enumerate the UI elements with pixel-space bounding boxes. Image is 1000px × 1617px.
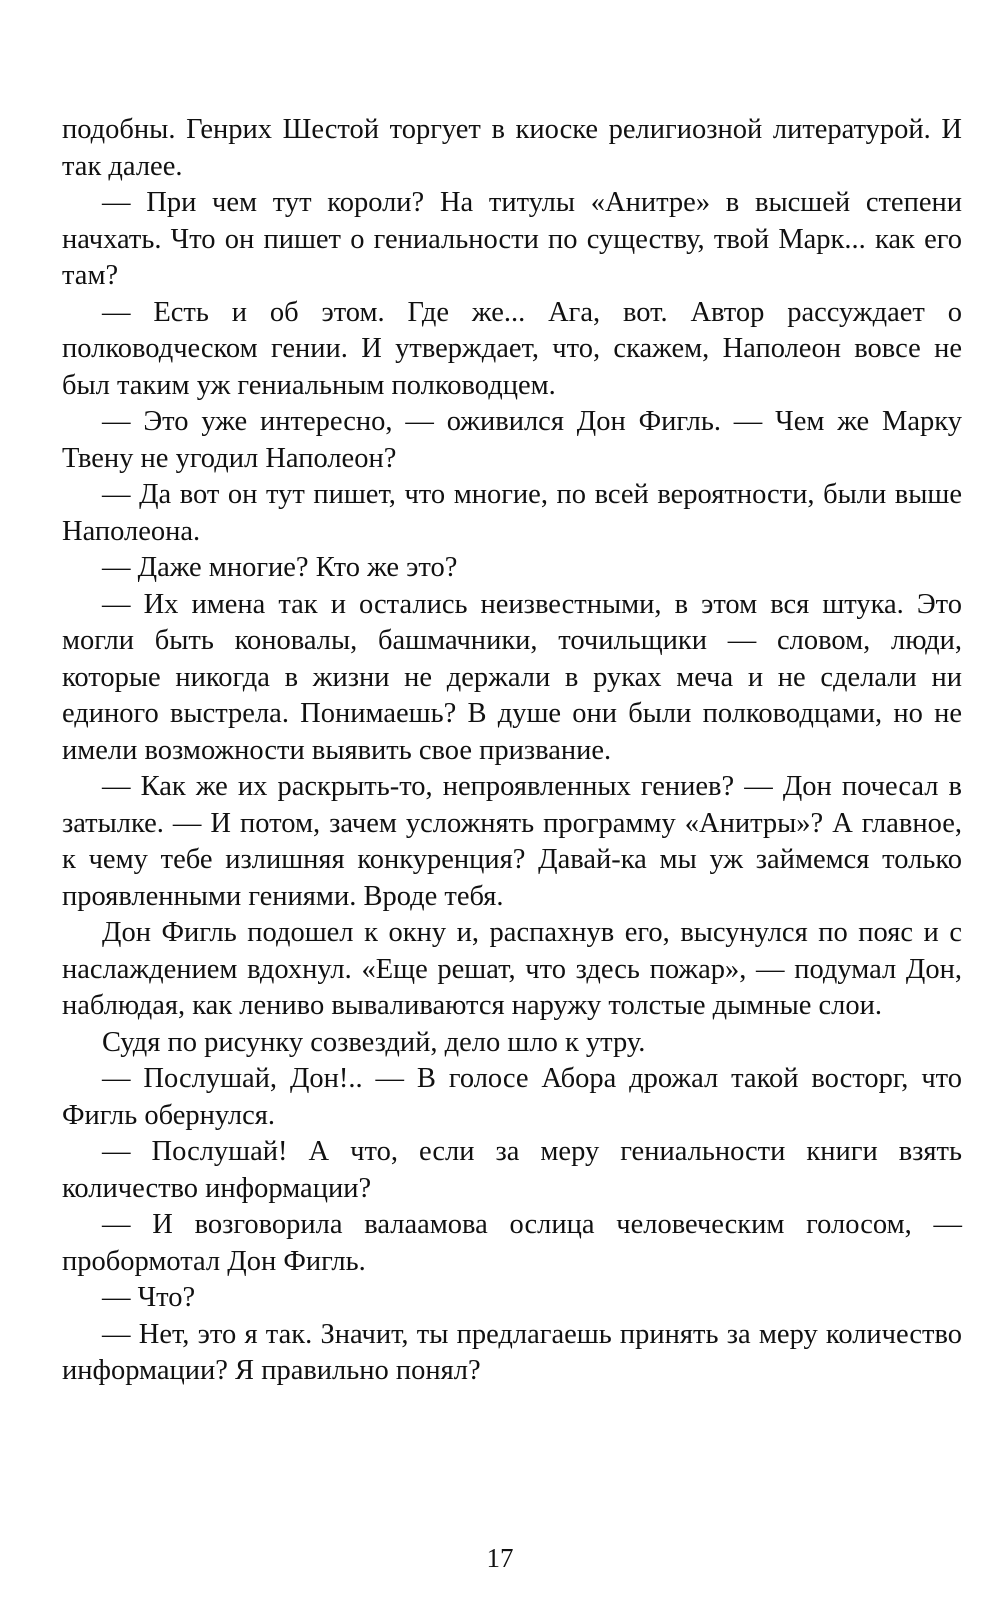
paragraph-narrative: Судя по рисунку созвездий, дело шло к утру. [102,1026,646,1058]
paragraph-dialogue: — Послушай, Дон!.. — В голосе Абора дрожал такой восторг, что Фигль обернулся. [62,1063,962,1131]
page-number: 17 [486,1543,514,1573]
paragraph-dialogue: — Послушай! А что, если за меру гениальности книги взять количество информации? [62,1136,962,1204]
page-text [62,112,962,1390]
paragraph-dialogue: — Даже многие? Кто же это? [102,552,458,583]
paragraph-dialogue: — При чем тут короли? На титулы «Анитре» в высшей степени начхать. Что он пишет о гениальности по существу, твой Марк... как его там? [62,187,962,291]
paragraph-narrative: Дон Фигль подошел к окну и, распахнув его, высунулся по пояс и с наслаждением вдохнул. «Еще решат, что здесь пожар», — подумал Дон, наблюдая, как лениво вываливаются наружу толстые дымные слои. [62,917,962,1021]
paragraph-dialogue: — Как же их раскрыть-то, непроявленных гениев? — Дон почесал в затылке. — И потом, зачем усложнять программу «Анитры»? А главное, к чему тебе излишняя конкуренция? Давай-ка мы уж займемся только проявленными гениями. Вроде тебя. [62,771,962,912]
paragraph-dialogue: — Да вот он тут пишет, что многие, по всей вероятности, были выше Наполеона. [62,479,962,547]
paragraph-dialogue: — Их имена так и остались неизвестными, в этом вся штука. Это могли быть коновалы, башмачники, точильщики — словом, люди, которые никогда в жизни не держали в руках меча и не сделали ни единого выстрела. Понимаешь? В душе они были полководцами, но не имели возможности выявить свое призвание. [62,588,962,766]
paragraph-dialogue: — Нет, это я так. Значит, ты предлагаешь принять за меру количество информации? Я правильно понял? [62,1318,962,1386]
paragraph-dialogue: — Есть и об этом. Где же... Ага, вот. Автор рассуждает о полководческом гении. И утверждает, что, скажем, Наполеон вовсе не был таким уж гениальным полководцем. [62,296,962,401]
paragraph-continuation: подобны. Генрих Шестой торгует в киоске религиозной литературой. И так далее. [62,114,962,182]
paragraph-dialogue: — Что? [102,1282,196,1313]
paragraph-dialogue: — И возговорила валаамова ослица человеческим голосом, — пробормотал Дон Фигль. [62,1209,962,1277]
paragraph-dialogue: — Это уже интересно, — оживился Дон Фигль. — Чем же Марку Твену не угодил Наполеон? [62,406,962,474]
